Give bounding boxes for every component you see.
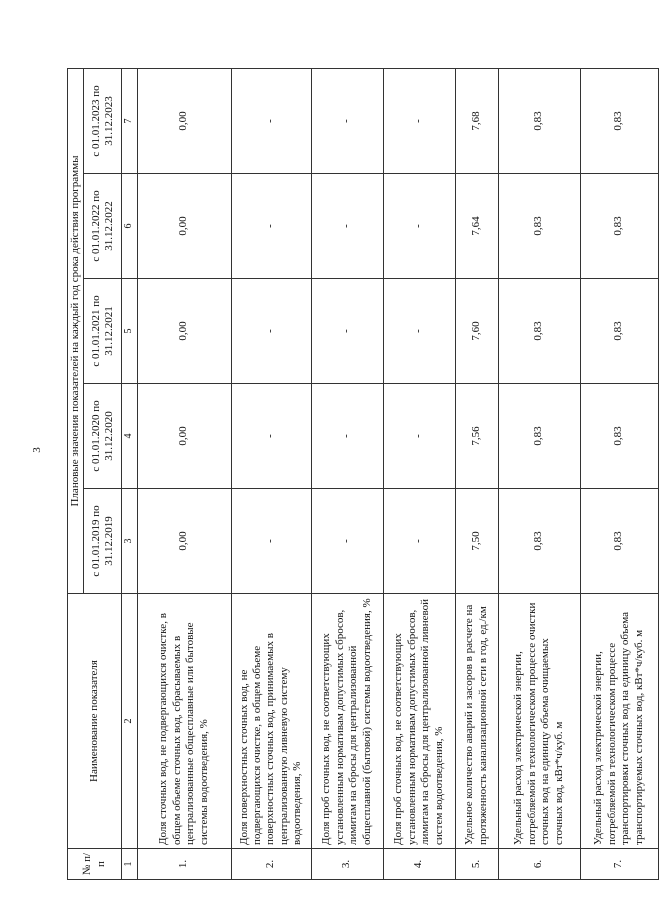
- row-number: 4.: [383, 849, 455, 880]
- col-index: 7: [122, 69, 137, 174]
- indicator-value: 0,83: [580, 174, 658, 279]
- row-number: 3.: [311, 849, 383, 880]
- period-header: с 01.01.2021 по 31.12.2021: [84, 279, 122, 384]
- indicator-value: 0,83: [498, 69, 580, 174]
- indicator-value: 0,83: [498, 384, 580, 489]
- indicator-value: -: [311, 174, 383, 279]
- indicator-name: Удельный расход электрической энергии, потребляемой в технологическом процессе транспортировки сточных вод на единицу объема транспортируемых сточных вод, кВт*ч/куб. м: [580, 594, 658, 849]
- indicator-value: 0,00: [137, 384, 231, 489]
- indicator-name: Доля сточных вод, не подвергающихся очистке, в общем объеме сточных вод, сбрасываемых в централизованные общесплавные или бытовые системы водоотведения, %: [137, 594, 231, 849]
- col-index: 2: [122, 594, 137, 849]
- indicator-name: Удельный расход электрической энергии, потребляемой в технологическом процессе очистки сточных вод на единицу объема очищаемых сточных вод, кВт*ч/куб. м: [498, 594, 580, 849]
- indicator-value: 7,56: [455, 384, 498, 489]
- indicator-value: 0,83: [580, 489, 658, 594]
- indicator-value: 7,50: [455, 489, 498, 594]
- table-row: [383, 69, 455, 880]
- indicator-value: 7,68: [455, 69, 498, 174]
- indicator-name: Доля проб сточных вод, не соответствующих установленным нормативам допустимых сбросов, лимитам на сбросы для централизованной общесплавной (бытовой) системы водоотведения, %: [311, 594, 383, 849]
- indicators-table: [67, 68, 659, 880]
- indicator-value: 0,83: [498, 279, 580, 384]
- indicator-value: 0,83: [498, 489, 580, 594]
- indicator-value: 0,00: [137, 69, 231, 174]
- row-number: 1.: [137, 849, 231, 880]
- table-row: [455, 69, 498, 880]
- indicator-value: 7,60: [455, 279, 498, 384]
- indicator-name: Удельное количество аварий и засоров в расчете на протяженность канализационной сети в год, ед./км: [455, 594, 498, 849]
- row-number: 2.: [231, 849, 311, 880]
- indicator-value: 0,00: [137, 489, 231, 594]
- indicator-value: 0,83: [580, 69, 658, 174]
- col-index: 5: [122, 279, 137, 384]
- indicator-value: -: [231, 279, 311, 384]
- header-group: Плановые значения показателей на каждый год срока действия программы: [68, 69, 84, 594]
- indicator-value: 0,00: [137, 174, 231, 279]
- indicator-value: -: [383, 489, 455, 594]
- indicator-value: -: [231, 174, 311, 279]
- page-number: 3: [31, 447, 43, 453]
- rotated-page: [67, 68, 645, 880]
- indicator-value: 0,83: [580, 384, 658, 489]
- indicator-value: 0,83: [498, 174, 580, 279]
- col-index: 3: [122, 489, 137, 594]
- indicator-value: -: [311, 384, 383, 489]
- indicator-value: -: [231, 69, 311, 174]
- indicator-value: -: [231, 384, 311, 489]
- indicator-value: -: [311, 69, 383, 174]
- indicator-value: 7,64: [455, 174, 498, 279]
- indicator-value: -: [383, 279, 455, 384]
- indicator-name: Доля поверхностных сточных вод, не подвергающихся очистке, в общем объеме поверхностных сточных вод, принимаемых в централизованную ливневую систему водоотведения, %: [231, 594, 311, 849]
- row-number: 5.: [455, 849, 498, 880]
- period-header: с 01.01.2019 по 31.12.2019: [84, 489, 122, 594]
- indicator-value: -: [311, 489, 383, 594]
- indicator-value: -: [383, 69, 455, 174]
- period-header: с 01.01.2022 по 31.12.2022: [84, 174, 122, 279]
- table-row: [231, 69, 311, 880]
- col-index: 6: [122, 174, 137, 279]
- table-row: [311, 69, 383, 880]
- indicator-value: -: [383, 174, 455, 279]
- indicator-value: -: [231, 489, 311, 594]
- period-header: с 01.01.2020 по 31.12.2020: [84, 384, 122, 489]
- table-row: [498, 69, 580, 880]
- period-header: с 01.01.2023 по 31.12.2023: [84, 69, 122, 174]
- row-number: 7.: [580, 849, 658, 880]
- header-name: Наименование показателя: [68, 594, 122, 849]
- indicator-value: -: [383, 384, 455, 489]
- indicator-value: 0,83: [580, 279, 658, 384]
- col-index: 1: [122, 849, 137, 880]
- col-index: 4: [122, 384, 137, 489]
- header-num: № п/п: [68, 849, 122, 880]
- indicator-value: 0,00: [137, 279, 231, 384]
- indicator-value: -: [311, 279, 383, 384]
- table-row: [580, 69, 658, 880]
- row-number: 6.: [498, 849, 580, 880]
- indicator-name: Доля проб сточных вод, не соответствующих установленным нормативам допустимых сбросов, лимитам на сбросы для централизованной ливневой систем водоотведения, %: [383, 594, 455, 849]
- table-row: [137, 69, 231, 880]
